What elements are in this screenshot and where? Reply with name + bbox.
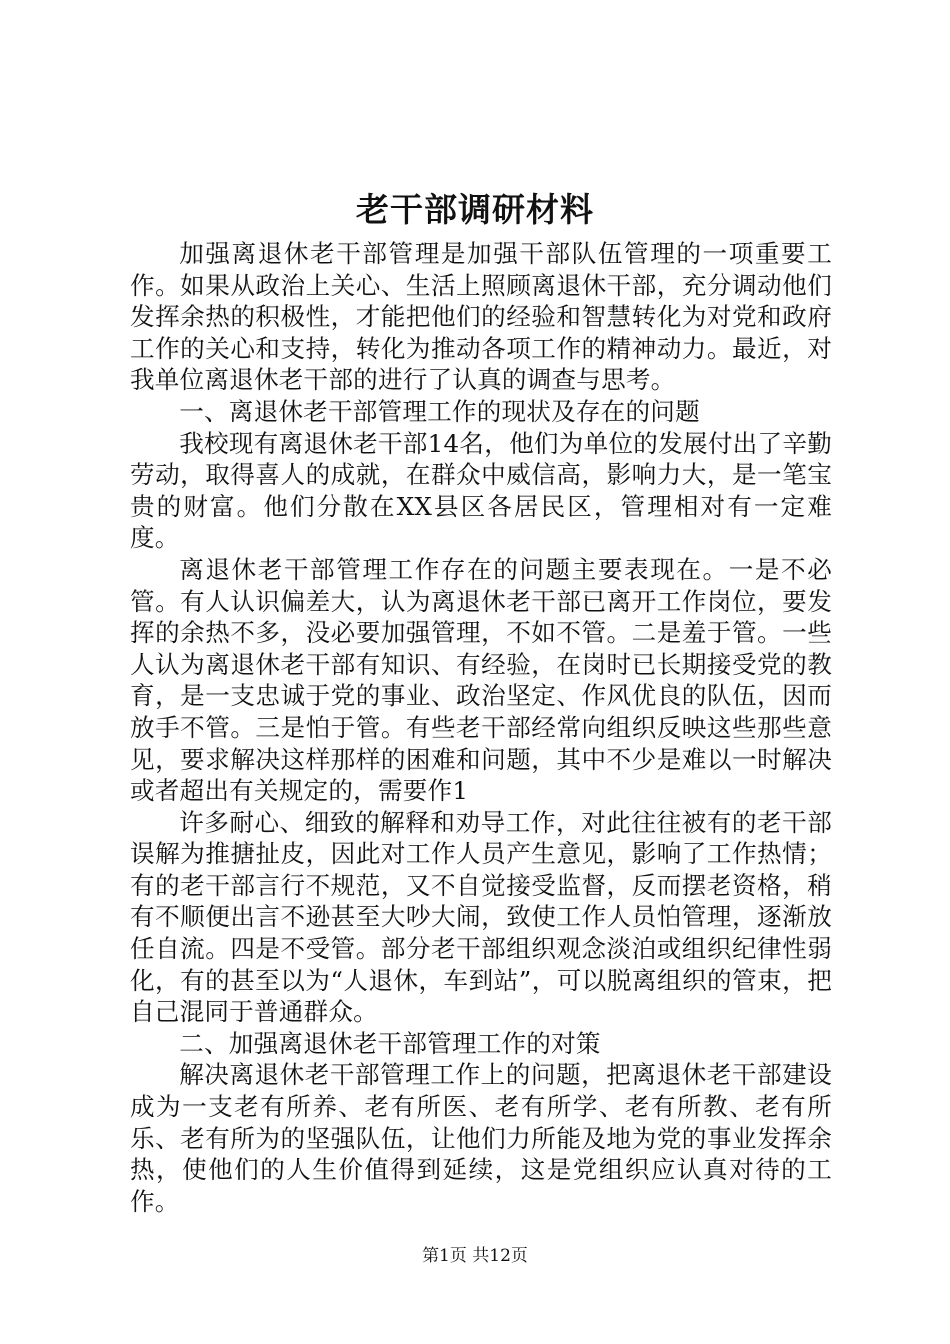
paragraph-status: 我校现有离退休老干部14名，他们为单位的发展付出了辛勤劳动，取得喜人的成就，在群众中威信高，影响力大，是一笔宝贵的财富。他们分散在XX县区各居民区，管理相对有一定难度。: [130, 428, 832, 553]
paragraph-problems: 离退休老干部管理工作存在的问题主要表现在。一是不必管。有人认识偏差大，认为离退休老干部已离开工作岗位，要发挥的余热不多，没必要加强管理，不如不管。二是羞于管。一些人认为离退休老干部有知识、有经验，在岗时已长期接受党的教育，是一支忠诚于党的事业、政治坚定、作风优良的队伍，因而放手不管。三是怕于管。有些老干部经常向组织反映这些那些意见，要求解决这样那样的困难和问题，其中不少是难以一时解决或者超出有关规定的，需要作1: [130, 554, 832, 806]
section-heading-1: 一、离退休老干部管理工作的现状及存在的问题: [179, 396, 700, 426]
paragraph-countermeasures: 解决离退休老干部管理工作上的问题，把离退休老干部建设成为一支老有所养、老有所医、老有所学、老有所教、老有所乐、老有所为的坚强队伍，让他们力所能及地为党的事业发挥余热，使他们的人生价值得到延续，这是党组织应认真对待的工作。: [130, 1060, 832, 1216]
section-heading-2: 二、加强离退休老干部管理工作的对策: [179, 1028, 601, 1058]
paragraph-intro: 加强离退休老干部管理是加强干部队伍管理的一项重要工作。如果从政治上关心、生活上照顾离退休干部，充分调动他们发挥余热的积极性，才能把他们的经验和智慧转化为对党和政府工作的关心和支持，转化为推动各项工作的精神动力。最近，对我单位离退休老干部的进行了认真的调查与思考。: [130, 239, 832, 395]
document-body: [130, 238, 832, 1217]
page-footer: 第1页 共12页: [422, 1246, 528, 1266]
paragraph-problems-continued: 许多耐心、细致的解释和劝导工作，对此往往被有的老干部误解为推搪扯皮，因此对工作人员产生意见，影响了工作热情；有的老干部言行不规范，又不自觉接受监督，反而摆老资格，稍有不顺便出言不逊甚至大吵大闹，致使工作人员怕管理，逐渐放任自流。四是不受管。部分老干部组织观念淡泊或组织纪律性弱化，有的甚至以为“人退休，车到站”，可以脱离组织的管束，把自己混同于普通群众。: [130, 807, 832, 1027]
page-title: 老干部调研材料: [356, 190, 594, 229]
